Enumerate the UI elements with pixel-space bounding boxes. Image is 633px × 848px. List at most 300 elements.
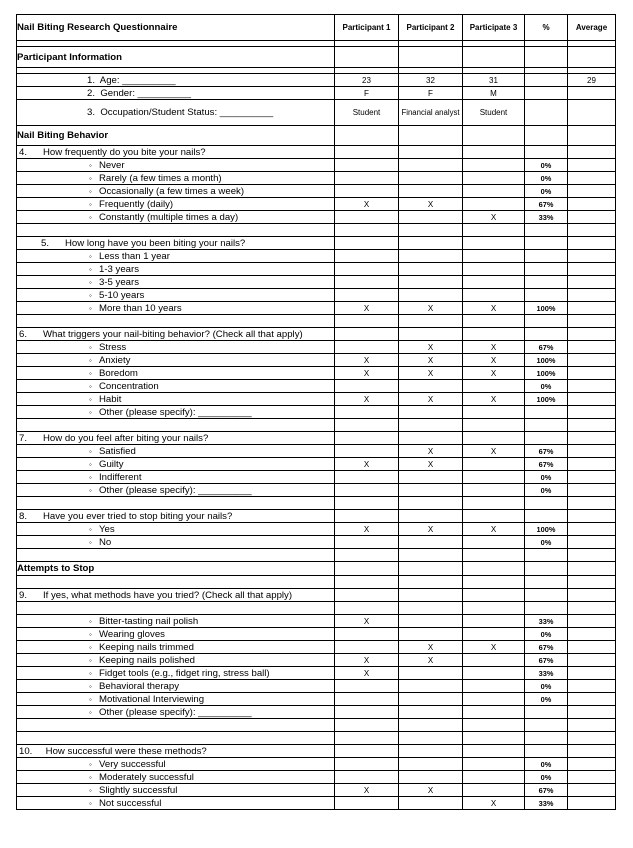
empty-cell bbox=[335, 589, 399, 602]
table-row bbox=[17, 328, 616, 341]
empty-cell bbox=[399, 315, 463, 328]
response-cell: X bbox=[399, 341, 463, 354]
empty-cell bbox=[525, 719, 568, 732]
empty-cell bbox=[568, 406, 616, 419]
answer-option bbox=[17, 628, 335, 641]
empty-cell bbox=[335, 758, 399, 771]
option-label: Concentration bbox=[99, 380, 159, 392]
empty-cell bbox=[399, 758, 463, 771]
answer-option bbox=[17, 185, 335, 198]
blank-row bbox=[17, 419, 616, 432]
answer-option bbox=[17, 380, 335, 393]
empty-cell bbox=[399, 237, 463, 250]
bullet-icon: ◦ bbox=[89, 655, 92, 665]
empty-cell bbox=[335, 172, 399, 185]
bullet-icon: ◦ bbox=[89, 394, 92, 404]
empty-cell bbox=[568, 576, 616, 589]
empty-cell bbox=[399, 419, 463, 432]
table-row bbox=[17, 302, 616, 315]
response-cell: M bbox=[463, 87, 525, 100]
empty-cell bbox=[17, 224, 335, 237]
table-row bbox=[17, 159, 616, 172]
empty-cell bbox=[463, 745, 525, 758]
column-header: Participate 3 bbox=[463, 15, 525, 41]
bullet-icon: ◦ bbox=[89, 798, 92, 808]
table-row bbox=[17, 432, 616, 445]
empty-cell bbox=[463, 419, 525, 432]
option-label: Rarely (a few times a month) bbox=[99, 172, 222, 184]
response-cell: X bbox=[335, 393, 399, 406]
answer-option bbox=[17, 797, 335, 810]
question-text: 8. Have you ever tried to stop biting your nails? bbox=[17, 510, 335, 523]
empty-cell bbox=[399, 380, 463, 393]
question-text: 4. How frequently do you bite your nails? bbox=[17, 146, 335, 159]
empty-cell bbox=[335, 146, 399, 159]
empty-cell bbox=[463, 250, 525, 263]
empty-cell bbox=[17, 315, 335, 328]
option-label: No bbox=[99, 536, 112, 548]
response-cell: X bbox=[335, 654, 399, 667]
table-row bbox=[17, 211, 616, 224]
empty-cell bbox=[568, 159, 616, 172]
empty-cell bbox=[399, 536, 463, 549]
option-label: 3-5 years bbox=[99, 276, 139, 288]
bullet-icon: ◦ bbox=[89, 759, 92, 769]
percent-cell: 67% bbox=[525, 198, 568, 211]
option-label: Occasionally (a few times a week) bbox=[99, 185, 245, 197]
section-row bbox=[17, 47, 616, 68]
table-row bbox=[17, 758, 616, 771]
percent-cell: 33% bbox=[525, 211, 568, 224]
table-row bbox=[17, 100, 616, 126]
empty-cell bbox=[463, 771, 525, 784]
empty-cell bbox=[568, 771, 616, 784]
empty-cell bbox=[463, 484, 525, 497]
empty-cell bbox=[335, 237, 399, 250]
bullet-icon: ◦ bbox=[89, 264, 92, 274]
blank-row bbox=[17, 549, 616, 562]
empty-cell bbox=[17, 419, 335, 432]
empty-cell bbox=[525, 419, 568, 432]
table-row bbox=[17, 471, 616, 484]
empty-cell bbox=[525, 745, 568, 758]
empty-cell bbox=[568, 562, 616, 576]
empty-cell bbox=[17, 719, 335, 732]
response-cell: X bbox=[335, 302, 399, 315]
empty-cell bbox=[463, 263, 525, 276]
empty-cell bbox=[568, 100, 616, 126]
option-label: Never bbox=[99, 159, 125, 171]
answer-option bbox=[17, 211, 335, 224]
blank-row bbox=[17, 602, 616, 615]
bullet-icon: ◦ bbox=[89, 212, 92, 222]
empty-cell bbox=[525, 263, 568, 276]
empty-cell bbox=[463, 289, 525, 302]
empty-cell bbox=[568, 224, 616, 237]
empty-cell bbox=[568, 745, 616, 758]
table-row bbox=[17, 784, 616, 797]
bullet-icon: ◦ bbox=[89, 616, 92, 626]
empty-cell bbox=[399, 484, 463, 497]
percent-cell: 67% bbox=[525, 445, 568, 458]
empty-cell bbox=[568, 87, 616, 100]
empty-cell bbox=[568, 198, 616, 211]
bullet-icon: ◦ bbox=[89, 160, 92, 170]
empty-cell bbox=[335, 771, 399, 784]
table-row bbox=[17, 484, 616, 497]
empty-cell bbox=[335, 47, 399, 68]
empty-cell bbox=[399, 706, 463, 719]
answer-option bbox=[17, 758, 335, 771]
answer-option bbox=[17, 654, 335, 667]
empty-cell bbox=[399, 328, 463, 341]
table-row bbox=[17, 341, 616, 354]
empty-cell bbox=[335, 315, 399, 328]
bullet-icon: ◦ bbox=[89, 524, 92, 534]
option-label: Wearing gloves bbox=[99, 628, 165, 640]
empty-cell bbox=[335, 732, 399, 745]
empty-cell bbox=[568, 250, 616, 263]
percent-cell: 100% bbox=[525, 393, 568, 406]
empty-cell bbox=[335, 706, 399, 719]
answer-option bbox=[17, 771, 335, 784]
column-header: % bbox=[525, 15, 568, 41]
empty-cell bbox=[335, 276, 399, 289]
response-cell: X bbox=[335, 615, 399, 628]
bullet-icon: ◦ bbox=[89, 368, 92, 378]
empty-cell bbox=[525, 549, 568, 562]
percent-cell: 0% bbox=[525, 536, 568, 549]
bullet-icon: ◦ bbox=[89, 694, 92, 704]
table-row bbox=[17, 263, 616, 276]
empty-cell bbox=[525, 276, 568, 289]
empty-cell bbox=[525, 562, 568, 576]
bullet-icon: ◦ bbox=[89, 707, 92, 717]
response-cell: Student bbox=[335, 100, 399, 126]
empty-cell bbox=[399, 406, 463, 419]
response-cell: X bbox=[399, 393, 463, 406]
empty-cell bbox=[399, 471, 463, 484]
empty-cell bbox=[463, 432, 525, 445]
empty-cell bbox=[463, 47, 525, 68]
empty-cell bbox=[525, 497, 568, 510]
empty-cell bbox=[17, 576, 335, 589]
percent-cell: 0% bbox=[525, 758, 568, 771]
table-row bbox=[17, 641, 616, 654]
bullet-icon: ◦ bbox=[89, 642, 92, 652]
empty-cell bbox=[568, 784, 616, 797]
empty-cell bbox=[463, 680, 525, 693]
empty-cell bbox=[568, 615, 616, 628]
empty-cell bbox=[463, 719, 525, 732]
answer-option bbox=[17, 641, 335, 654]
empty-cell bbox=[463, 328, 525, 341]
empty-cell bbox=[568, 654, 616, 667]
answer-option bbox=[17, 289, 335, 302]
answer-option bbox=[17, 458, 335, 471]
section-heading: Nail Biting Behavior bbox=[17, 126, 335, 146]
empty-cell bbox=[335, 211, 399, 224]
percent-cell: 100% bbox=[525, 302, 568, 315]
bullet-icon: ◦ bbox=[89, 342, 92, 352]
answer-option bbox=[17, 536, 335, 549]
empty-cell bbox=[568, 445, 616, 458]
empty-cell bbox=[463, 693, 525, 706]
empty-cell bbox=[568, 667, 616, 680]
response-cell: X bbox=[463, 211, 525, 224]
empty-cell bbox=[335, 719, 399, 732]
empty-cell bbox=[399, 562, 463, 576]
empty-cell bbox=[399, 146, 463, 159]
table-row bbox=[17, 406, 616, 419]
empty-cell bbox=[525, 126, 568, 146]
bullet-icon: ◦ bbox=[89, 446, 92, 456]
table-row bbox=[17, 146, 616, 159]
empty-cell bbox=[335, 224, 399, 237]
answer-option bbox=[17, 406, 335, 419]
empty-cell bbox=[335, 797, 399, 810]
option-label: Guilty bbox=[99, 458, 124, 470]
empty-cell bbox=[463, 706, 525, 719]
table-row bbox=[17, 185, 616, 198]
empty-cell bbox=[568, 393, 616, 406]
empty-cell bbox=[525, 589, 568, 602]
bullet-icon: ◦ bbox=[89, 277, 92, 287]
empty-cell bbox=[525, 289, 568, 302]
response-cell: X bbox=[399, 354, 463, 367]
answer-option bbox=[17, 393, 335, 406]
response-cell: X bbox=[335, 198, 399, 211]
option-label: Bitter-tasting nail polish bbox=[99, 615, 199, 627]
empty-cell bbox=[568, 458, 616, 471]
empty-cell bbox=[463, 589, 525, 602]
table-row bbox=[17, 172, 616, 185]
empty-cell bbox=[525, 432, 568, 445]
answer-option bbox=[17, 172, 335, 185]
response-cell: X bbox=[399, 641, 463, 654]
empty-cell bbox=[463, 126, 525, 146]
empty-cell bbox=[525, 315, 568, 328]
question-text: 2. Gender: __________ bbox=[17, 87, 335, 100]
percent-cell: 67% bbox=[525, 458, 568, 471]
empty-cell bbox=[568, 276, 616, 289]
table-row bbox=[17, 615, 616, 628]
percent-cell: 0% bbox=[525, 771, 568, 784]
answer-option bbox=[17, 276, 335, 289]
response-cell: X bbox=[399, 654, 463, 667]
question-text: 10. How successful were these methods? bbox=[17, 745, 335, 758]
bullet-icon: ◦ bbox=[89, 772, 92, 782]
empty-cell bbox=[399, 680, 463, 693]
option-label: Frequently (daily) bbox=[99, 198, 174, 210]
empty-cell bbox=[335, 289, 399, 302]
table-row bbox=[17, 680, 616, 693]
empty-cell bbox=[335, 602, 399, 615]
empty-cell bbox=[568, 47, 616, 68]
empty-cell bbox=[568, 289, 616, 302]
section-heading: Attempts to Stop bbox=[17, 562, 335, 576]
empty-cell bbox=[568, 589, 616, 602]
table-row bbox=[17, 380, 616, 393]
table-row bbox=[17, 458, 616, 471]
empty-cell bbox=[17, 602, 335, 615]
question-text: 3. Occupation/Student Status: __________ bbox=[17, 100, 335, 126]
section-heading: Participant Information bbox=[17, 47, 335, 68]
empty-cell bbox=[335, 549, 399, 562]
blank-row bbox=[17, 732, 616, 745]
table-row bbox=[17, 289, 616, 302]
empty-cell bbox=[335, 497, 399, 510]
table-row bbox=[17, 87, 616, 100]
table-row bbox=[17, 250, 616, 263]
table-row bbox=[17, 589, 616, 602]
empty-cell bbox=[335, 576, 399, 589]
empty-cell bbox=[568, 758, 616, 771]
response-cell: X bbox=[399, 367, 463, 380]
empty-cell bbox=[525, 406, 568, 419]
answer-option bbox=[17, 484, 335, 497]
empty-cell bbox=[568, 380, 616, 393]
empty-cell bbox=[463, 471, 525, 484]
table-row bbox=[17, 510, 616, 523]
option-label: Habit bbox=[99, 393, 122, 405]
header-row bbox=[17, 15, 616, 41]
percent-cell: 67% bbox=[525, 654, 568, 667]
table-row bbox=[17, 367, 616, 380]
question-text: 6. What triggers your nail-biting behavior? (Check all that apply) bbox=[17, 328, 335, 341]
bullet-icon: ◦ bbox=[89, 629, 92, 639]
empty-cell bbox=[463, 667, 525, 680]
option-label: 1-3 years bbox=[99, 263, 139, 275]
option-label: Fidget tools (e.g., fidget ring, stress ball) bbox=[99, 667, 270, 679]
empty-cell bbox=[399, 510, 463, 523]
answer-option bbox=[17, 341, 335, 354]
empty-cell bbox=[399, 693, 463, 706]
empty-cell bbox=[399, 797, 463, 810]
empty-cell bbox=[335, 680, 399, 693]
empty-cell bbox=[399, 667, 463, 680]
section-row bbox=[17, 562, 616, 576]
response-cell: X bbox=[463, 302, 525, 315]
column-header: Participant 2 bbox=[399, 15, 463, 41]
bullet-icon: ◦ bbox=[89, 485, 92, 495]
empty-cell bbox=[399, 497, 463, 510]
empty-cell bbox=[568, 471, 616, 484]
question-text: 7. How do you feel after biting your nails? bbox=[17, 432, 335, 445]
response-cell: F bbox=[399, 87, 463, 100]
bullet-icon: ◦ bbox=[89, 251, 92, 261]
empty-cell bbox=[335, 328, 399, 341]
answer-option bbox=[17, 263, 335, 276]
bullet-icon: ◦ bbox=[89, 668, 92, 678]
response-cell: X bbox=[463, 445, 525, 458]
answer-option bbox=[17, 159, 335, 172]
answer-option bbox=[17, 354, 335, 367]
empty-cell bbox=[568, 354, 616, 367]
table-row bbox=[17, 354, 616, 367]
empty-cell bbox=[335, 432, 399, 445]
empty-cell bbox=[399, 589, 463, 602]
response-cell: 31 bbox=[463, 74, 525, 87]
option-label: Other (please specify): __________ bbox=[99, 706, 252, 718]
empty-cell bbox=[399, 211, 463, 224]
option-label: Slightly successful bbox=[99, 784, 178, 796]
answer-option bbox=[17, 615, 335, 628]
answer-option bbox=[17, 445, 335, 458]
question-text: 5. How long have you been biting your nails? bbox=[17, 237, 335, 250]
question-text: 9. If yes, what methods have you tried? (Check all that apply) bbox=[17, 589, 335, 602]
response-cell: X bbox=[335, 458, 399, 471]
empty-cell bbox=[463, 198, 525, 211]
percent-cell: 0% bbox=[525, 172, 568, 185]
empty-cell bbox=[463, 784, 525, 797]
response-cell: X bbox=[335, 784, 399, 797]
response-cell: X bbox=[463, 797, 525, 810]
bullet-icon: ◦ bbox=[89, 290, 92, 300]
option-label: Keeping nails polished bbox=[99, 654, 196, 666]
bullet-icon: ◦ bbox=[89, 355, 92, 365]
answer-option bbox=[17, 471, 335, 484]
empty-cell bbox=[463, 315, 525, 328]
table-row bbox=[17, 237, 616, 250]
empty-cell bbox=[399, 289, 463, 302]
empty-cell bbox=[568, 211, 616, 224]
blank-row bbox=[17, 719, 616, 732]
percent-cell: 0% bbox=[525, 484, 568, 497]
option-label: Keeping nails trimmed bbox=[99, 641, 194, 653]
table-row bbox=[17, 745, 616, 758]
section-row bbox=[17, 126, 616, 146]
empty-cell bbox=[463, 536, 525, 549]
empty-cell bbox=[335, 484, 399, 497]
percent-cell: 0% bbox=[525, 380, 568, 393]
table-row bbox=[17, 628, 616, 641]
option-label: Anxiety bbox=[99, 354, 131, 366]
response-cell: X bbox=[399, 445, 463, 458]
empty-cell bbox=[463, 576, 525, 589]
empty-cell bbox=[399, 576, 463, 589]
option-label: More than 10 years bbox=[99, 302, 182, 314]
response-cell: F bbox=[335, 87, 399, 100]
empty-cell bbox=[568, 432, 616, 445]
empty-cell bbox=[568, 680, 616, 693]
empty-cell bbox=[525, 224, 568, 237]
empty-cell bbox=[335, 536, 399, 549]
table-row bbox=[17, 706, 616, 719]
percent-cell: 33% bbox=[525, 667, 568, 680]
empty-cell bbox=[335, 263, 399, 276]
empty-cell bbox=[568, 510, 616, 523]
blank-row bbox=[17, 576, 616, 589]
empty-cell bbox=[463, 615, 525, 628]
option-label: Indifferent bbox=[99, 471, 142, 483]
empty-cell bbox=[463, 758, 525, 771]
blank-row bbox=[17, 497, 616, 510]
bullet-icon: ◦ bbox=[89, 459, 92, 469]
option-label: Not successful bbox=[99, 797, 162, 809]
option-label: Satisfied bbox=[99, 445, 136, 457]
percent-cell: 67% bbox=[525, 641, 568, 654]
empty-cell bbox=[568, 497, 616, 510]
response-cell: X bbox=[463, 393, 525, 406]
column-header: Average bbox=[568, 15, 616, 41]
option-label: Boredom bbox=[99, 367, 138, 379]
bullet-icon: ◦ bbox=[89, 173, 92, 183]
answer-option bbox=[17, 198, 335, 211]
empty-cell bbox=[335, 628, 399, 641]
empty-cell bbox=[463, 732, 525, 745]
empty-cell bbox=[568, 328, 616, 341]
